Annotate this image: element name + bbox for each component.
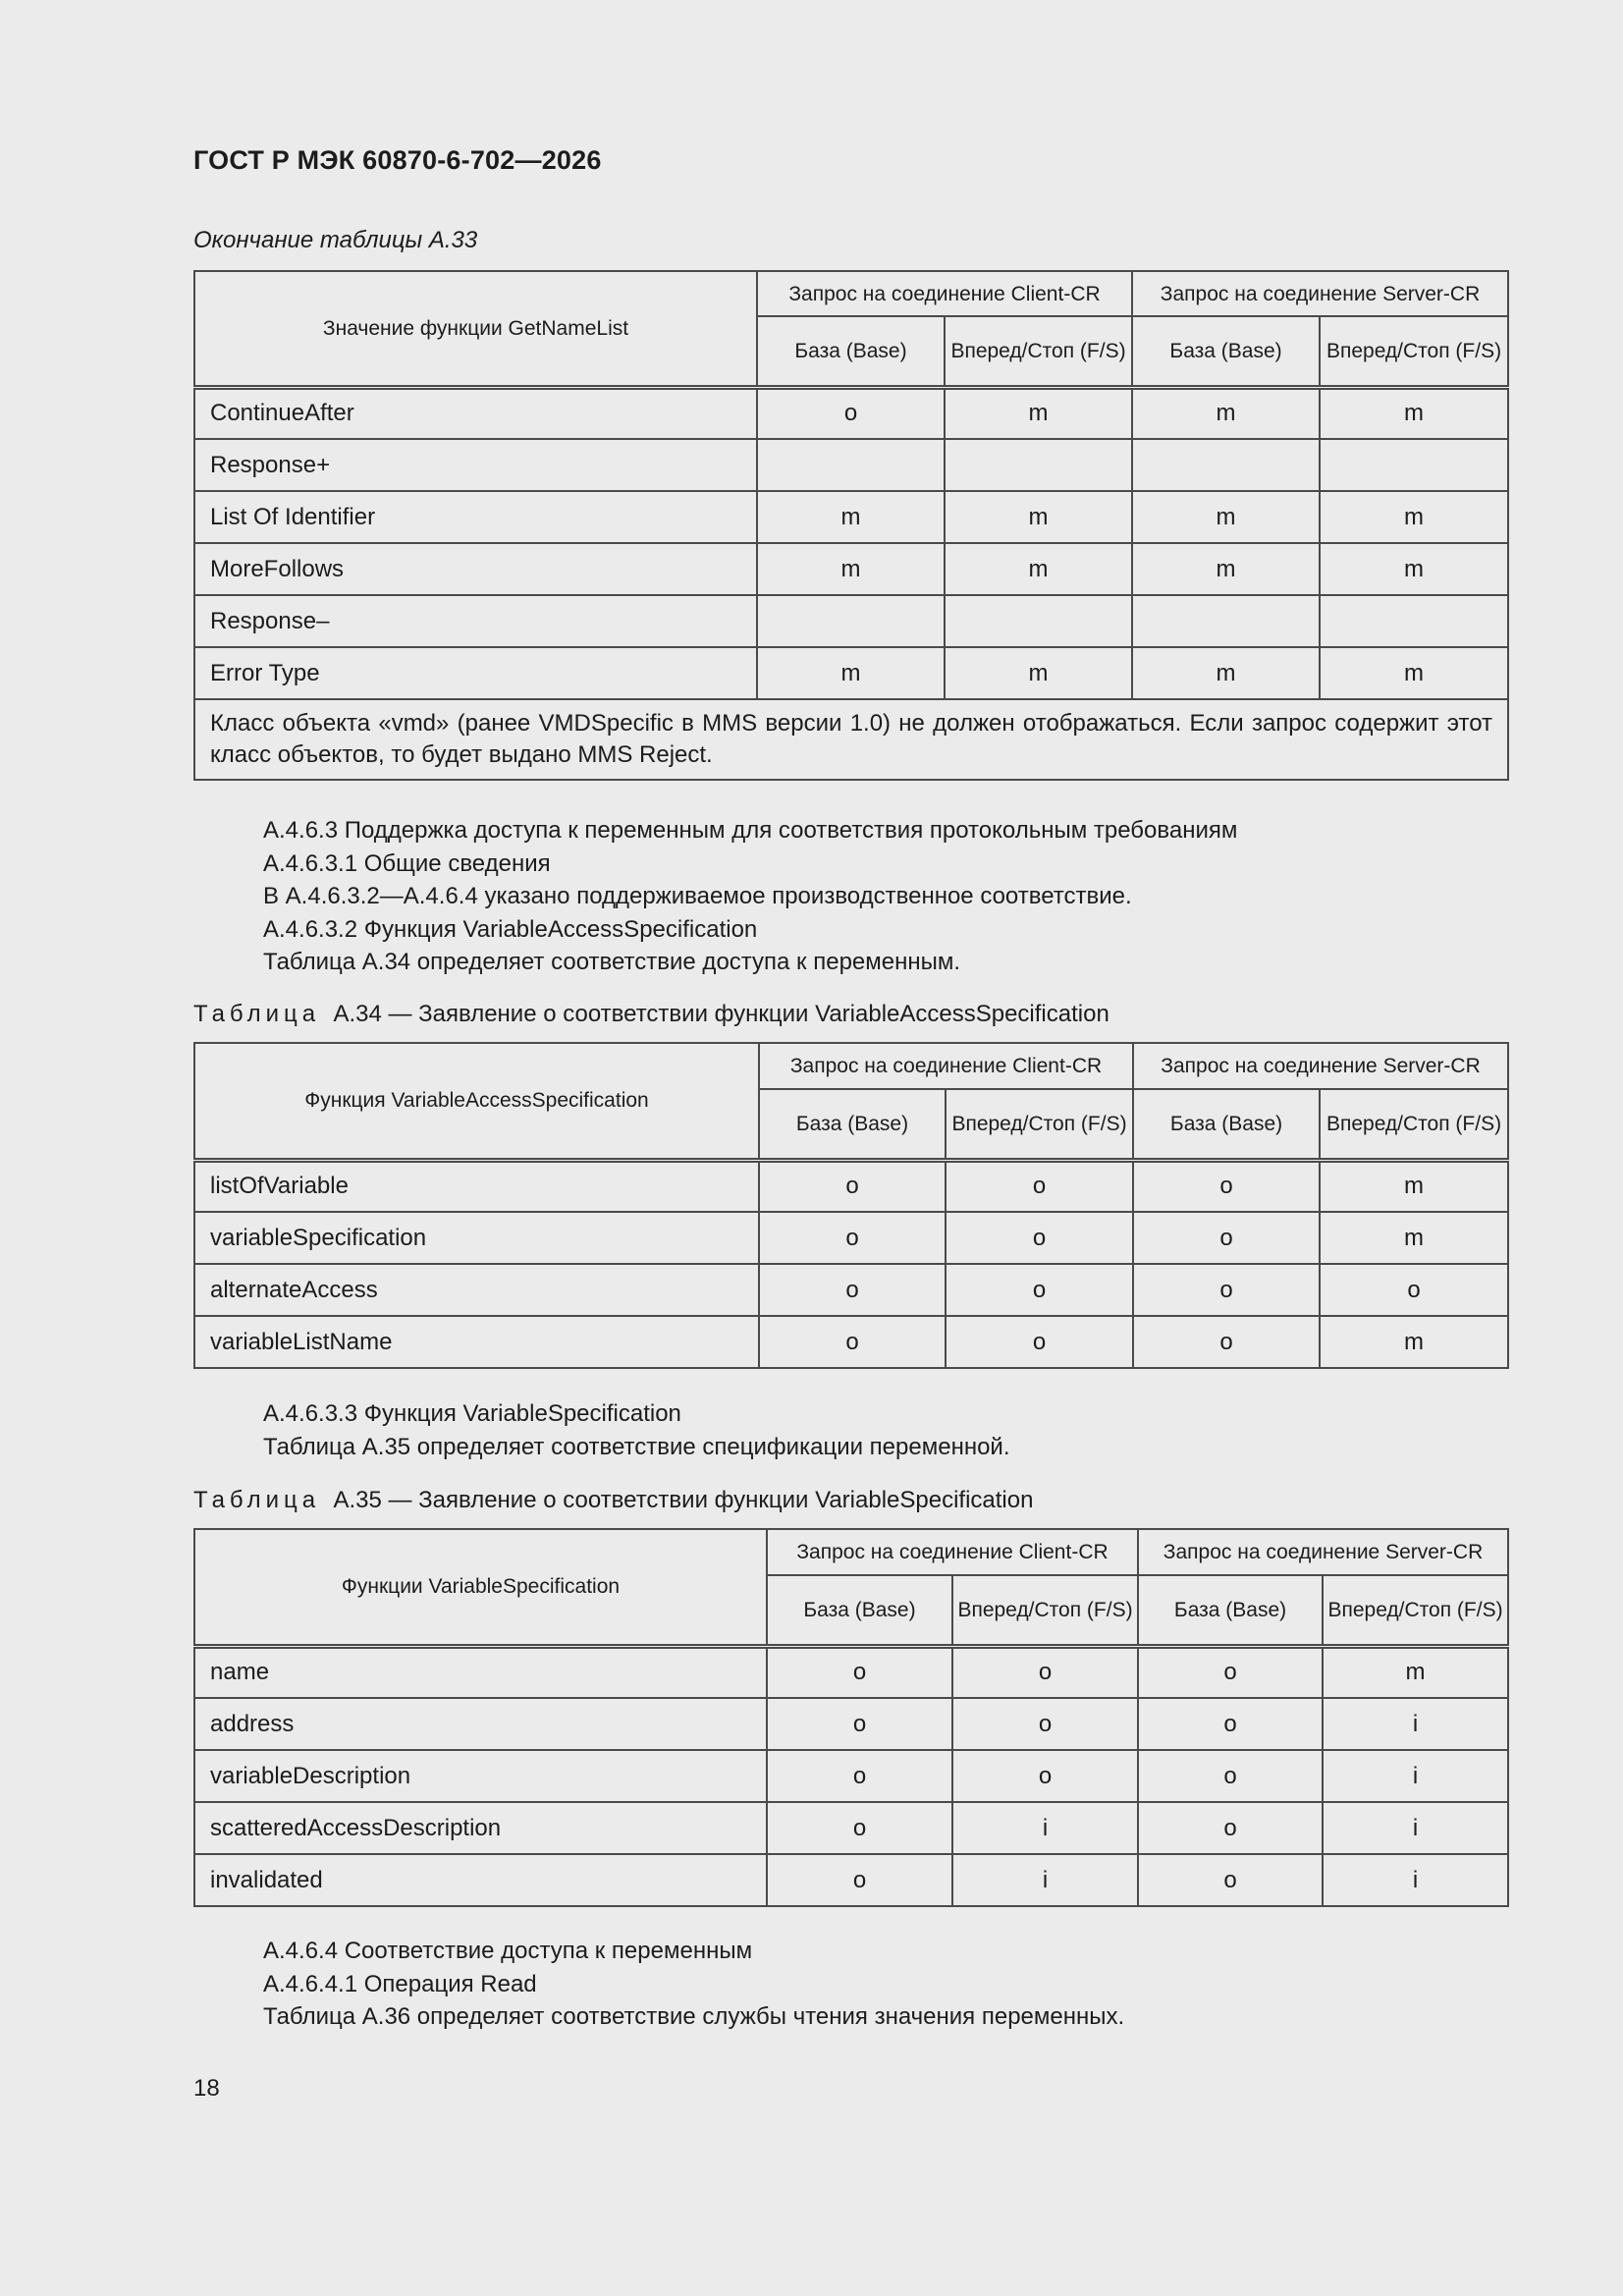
cell-value: o <box>952 1750 1138 1802</box>
row-label: variableListName <box>194 1316 759 1368</box>
section-heading: А.4.6.4.1 Операция Read <box>263 1970 537 1997</box>
table-a35-caption <box>193 1487 1033 1514</box>
table-row <box>194 439 1508 491</box>
cell-value: i <box>1323 1802 1508 1854</box>
cell-value <box>1132 439 1320 491</box>
table-a33 <box>193 270 1509 781</box>
cell-value: o <box>759 1316 946 1368</box>
cell-value: m <box>1320 491 1508 543</box>
row-label: Response– <box>194 595 757 647</box>
paragraph: Таблица А.35 определяет соответствие спецификации переменной. <box>263 1433 1010 1460</box>
row-label: List Of Identifier <box>194 491 757 543</box>
table-a33-sub-fs-client: Вперед/Стоп (F/S) <box>945 316 1132 387</box>
section-heading: А.4.6.3 Поддержка доступа к переменным для соответствия протокольным требованиям <box>263 817 1238 844</box>
table-a33-col-name: Значение функции GetNameList <box>194 271 757 387</box>
table-row <box>194 1212 1508 1264</box>
table-a33-group-server: Запрос на соединение Server-CR <box>1132 271 1508 316</box>
table-a34-sub-fs-server: Вперед/Стоп (F/S) <box>1320 1089 1508 1160</box>
cell-value: o <box>1138 1750 1323 1802</box>
paragraph: Таблица А.34 определяет соответствие доступа к переменным. <box>263 949 961 975</box>
cell-value: m <box>1323 1646 1508 1698</box>
cell-value: m <box>1132 543 1320 595</box>
cell-value: m <box>757 491 945 543</box>
table-a34-sub-base-server: База (Base) <box>1133 1089 1320 1160</box>
cell-value: m <box>945 543 1132 595</box>
table-row <box>194 1802 1508 1854</box>
table-a35-group-server: Запрос на соединение Server-CR <box>1138 1529 1508 1575</box>
cell-value: m <box>945 491 1132 543</box>
cell-value: o <box>1138 1802 1323 1854</box>
table-a34-col-name: Функция VariableAccessSpecification <box>194 1043 759 1160</box>
row-label: invalidated <box>194 1854 767 1906</box>
row-label: ContinueAfter <box>194 387 757 439</box>
row-label: Response+ <box>194 439 757 491</box>
table-a34-sub-base-client: База (Base) <box>759 1089 946 1160</box>
cell-value: o <box>952 1646 1138 1698</box>
table-row <box>194 1160 1508 1212</box>
cell-value: o <box>1133 1212 1320 1264</box>
table-a34-group-client: Запрос на соединение Client-CR <box>759 1043 1133 1089</box>
section-a4-6-3 <box>263 814 1237 979</box>
cell-value: o <box>1133 1316 1320 1368</box>
table-note-row <box>194 699 1508 780</box>
page-number: 18 <box>193 2075 220 2102</box>
table-a34-caption <box>193 1001 1109 1028</box>
table-row <box>194 1854 1508 1906</box>
cell-value: m <box>1320 1316 1508 1368</box>
cell-value <box>945 595 1132 647</box>
table-a35 <box>193 1528 1509 1907</box>
cell-value: o <box>757 387 945 439</box>
row-label: address <box>194 1698 767 1750</box>
table-row <box>194 387 1508 439</box>
table-row <box>194 1316 1508 1368</box>
table-a33-sub-base-server: База (Base) <box>1132 316 1320 387</box>
section-heading: А.4.6.3.2 Функция VariableAccessSpecification <box>263 915 758 943</box>
cell-value: o <box>767 1750 952 1802</box>
table-row <box>194 647 1508 699</box>
section-heading: А.4.6.4 Соответствие доступа к переменным <box>263 1938 753 1964</box>
document-header: ГОСТ Р МЭК 60870-6-702—2026 <box>193 145 602 175</box>
cell-value: o <box>759 1212 946 1264</box>
section-heading: А.4.6.3.3 Функция VariableSpecification <box>263 1400 681 1427</box>
cell-value: m <box>1132 491 1320 543</box>
caption-label: Таблица <box>193 1487 321 1513</box>
cell-value: o <box>767 1646 952 1698</box>
cell-value: o <box>1320 1264 1508 1316</box>
cell-value <box>757 595 945 647</box>
cell-value: o <box>1133 1160 1320 1212</box>
cell-value <box>757 439 945 491</box>
table-a35-sub-fs-client: Вперед/Стоп (F/S) <box>952 1575 1138 1646</box>
table-a35-sub-base-client: База (Base) <box>767 1575 952 1646</box>
cell-value: o <box>759 1264 946 1316</box>
row-label: variableSpecification <box>194 1212 759 1264</box>
row-label: variableDescription <box>194 1750 767 1802</box>
section-a4-6-4 <box>263 1935 1124 2034</box>
cell-value: m <box>1132 387 1320 439</box>
cell-value: o <box>767 1802 952 1854</box>
cell-value: i <box>1323 1698 1508 1750</box>
table-a35-group-client: Запрос на соединение Client-CR <box>767 1529 1138 1575</box>
cell-value: m <box>1320 543 1508 595</box>
cell-value: o <box>952 1698 1138 1750</box>
cell-value <box>1132 595 1320 647</box>
cell-value: i <box>1323 1854 1508 1906</box>
cell-value: m <box>757 647 945 699</box>
cell-value: m <box>945 647 1132 699</box>
cell-value: o <box>767 1698 952 1750</box>
cell-value: o <box>946 1212 1133 1264</box>
section-a4-6-3-3 <box>263 1397 1010 1463</box>
table-row <box>194 1264 1508 1316</box>
table-a33-group-client: Запрос на соединение Client-CR <box>757 271 1132 316</box>
cell-value: i <box>952 1802 1138 1854</box>
cell-value: o <box>946 1264 1133 1316</box>
table-row <box>194 491 1508 543</box>
table-a35-sub-fs-server: Вперед/Стоп (F/S) <box>1323 1575 1508 1646</box>
table-a34 <box>193 1042 1509 1369</box>
table-row <box>194 595 1508 647</box>
row-label: Error Type <box>194 647 757 699</box>
section-heading: А.4.6.3.1 Общие сведения <box>263 849 551 877</box>
table-row <box>194 1750 1508 1802</box>
cell-value <box>945 439 1132 491</box>
table-row <box>194 1698 1508 1750</box>
row-label: scatteredAccessDescription <box>194 1802 767 1854</box>
table-a33-sub-base-client: База (Base) <box>757 316 945 387</box>
caption-label: Таблица <box>193 1001 321 1027</box>
cell-value: i <box>1323 1750 1508 1802</box>
table-a33-sub-fs-server: Вперед/Стоп (F/S) <box>1320 316 1508 387</box>
table-a35-col-name: Функции VariableSpecification <box>194 1529 767 1646</box>
cell-value: o <box>946 1160 1133 1212</box>
caption-text: А.35 — Заявление о соответствии функции VariableSpecification <box>320 1487 1034 1513</box>
row-label: MoreFollows <box>194 543 757 595</box>
row-label: name <box>194 1646 767 1698</box>
cell-value: i <box>952 1854 1138 1906</box>
cell-value: o <box>1138 1646 1323 1698</box>
cell-value: o <box>1138 1854 1323 1906</box>
row-label: listOfVariable <box>194 1160 759 1212</box>
cell-value: o <box>946 1316 1133 1368</box>
table-a33-continuation-caption: Окончание таблицы А.33 <box>193 227 478 253</box>
row-label: alternateAccess <box>194 1264 759 1316</box>
cell-value: m <box>1132 647 1320 699</box>
paragraph: Таблица А.36 определяет соответствие службы чтения значения переменных. <box>263 2003 1125 2030</box>
cell-value: m <box>945 387 1132 439</box>
cell-value: o <box>1133 1264 1320 1316</box>
table-row <box>194 1646 1508 1698</box>
paragraph: В А.4.6.3.2—А.4.6.4 указано поддерживаемое производственное соответствие. <box>263 883 1132 909</box>
cell-value: m <box>1320 647 1508 699</box>
cell-value <box>1320 595 1508 647</box>
cell-value: m <box>1320 1212 1508 1264</box>
table-a34-sub-fs-client: Вперед/Стоп (F/S) <box>946 1089 1133 1160</box>
caption-text: А.34 — Заявление о соответствии функции VariableAccessSpecification <box>320 1001 1109 1027</box>
table-a33-note: Класс объекта «vmd» (ранее VMDSpecific в MMS версии 1.0) не должен отображаться. Если запрос содержит этот класс объектов, то будет выдано MMS Reject. <box>194 699 1508 780</box>
cell-value: o <box>767 1854 952 1906</box>
cell-value: m <box>1320 387 1508 439</box>
cell-value: o <box>1138 1698 1323 1750</box>
table-a35-sub-base-server: База (Base) <box>1138 1575 1323 1646</box>
cell-value: m <box>757 543 945 595</box>
cell-value: o <box>759 1160 946 1212</box>
cell-value: m <box>1320 1160 1508 1212</box>
cell-value <box>1320 439 1508 491</box>
table-a34-group-server: Запрос на соединение Server-CR <box>1133 1043 1508 1089</box>
table-row <box>194 543 1508 595</box>
